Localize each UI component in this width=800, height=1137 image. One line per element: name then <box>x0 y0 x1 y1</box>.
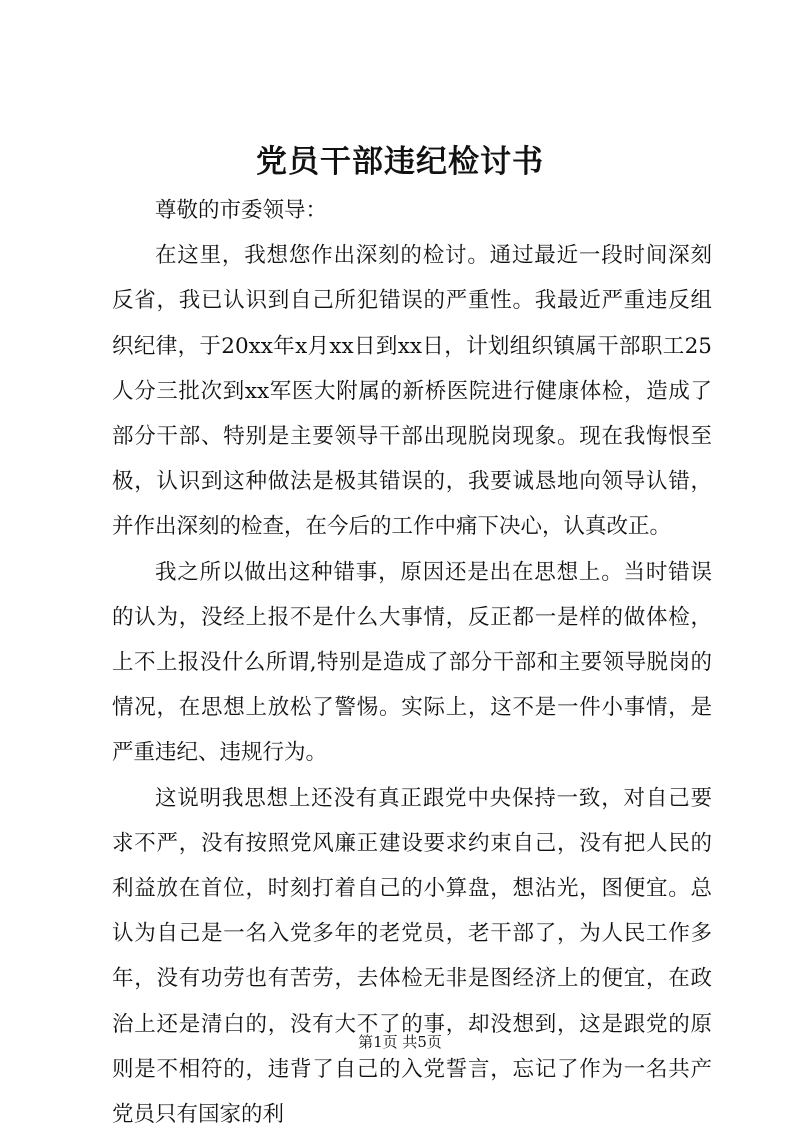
document-body <box>112 188 712 1137</box>
salutation: 尊敬的市委领导： <box>155 198 328 223</box>
paragraph-3: 这说明我思想上还没有真正跟党中央保持一致，对自己要求不严，没有按照党风廉正建设要求约束自己，没有把人民的利益放在首位，时刻打着自己的小算盘，想沾光，图便宜。总认为自己是一名入党多年的老党员，老干部了，为人民工作多年，没有功劳也有苦劳，去体检无非是图经济上的便宜，在政治上还是清白的，没有大不了的事，却没想到，这是跟党的原则是不相符的，违背了自己的入党誓言，忘记了作为一名共产党员只有国家的利 <box>112 785 712 1128</box>
paragraph-2: 我之所以做出这种错事，原因还是出在思想上。当时错误的认为，没经上报不是什么大事情，反正都一是样的做体检，上不上报没什么所谓,特别是造成了部分干部和主要领导脱岗的情况，在思想上放松了警惕。实际上，这不是一件小事情，是严重违纪、违规行为。 <box>112 559 712 766</box>
page-footer: 第1页 共5页 <box>358 1033 442 1051</box>
document-title: 党员干部违纪检讨书 <box>256 144 544 180</box>
paragraph-1: 在这里，我想您作出深刻的检讨。通过最近一段时间深刻反省，我已认识到自己所犯错误的严重性。我最近严重违反组织纪律，于20xx年x月xx日到xx日，计划组织镇属干部职工25人分三批次到xx军医大附属的新桥医院进行健康体检，造成了部分干部、特别是主要领导干部出现脱岗现象。现在我悔恨至极，认识到这种做法是极其错误的，我要诚恳地向领导认错，并作出深刻的检查，在今后的工作中痛下决心，认真改正。 <box>112 243 712 540</box>
